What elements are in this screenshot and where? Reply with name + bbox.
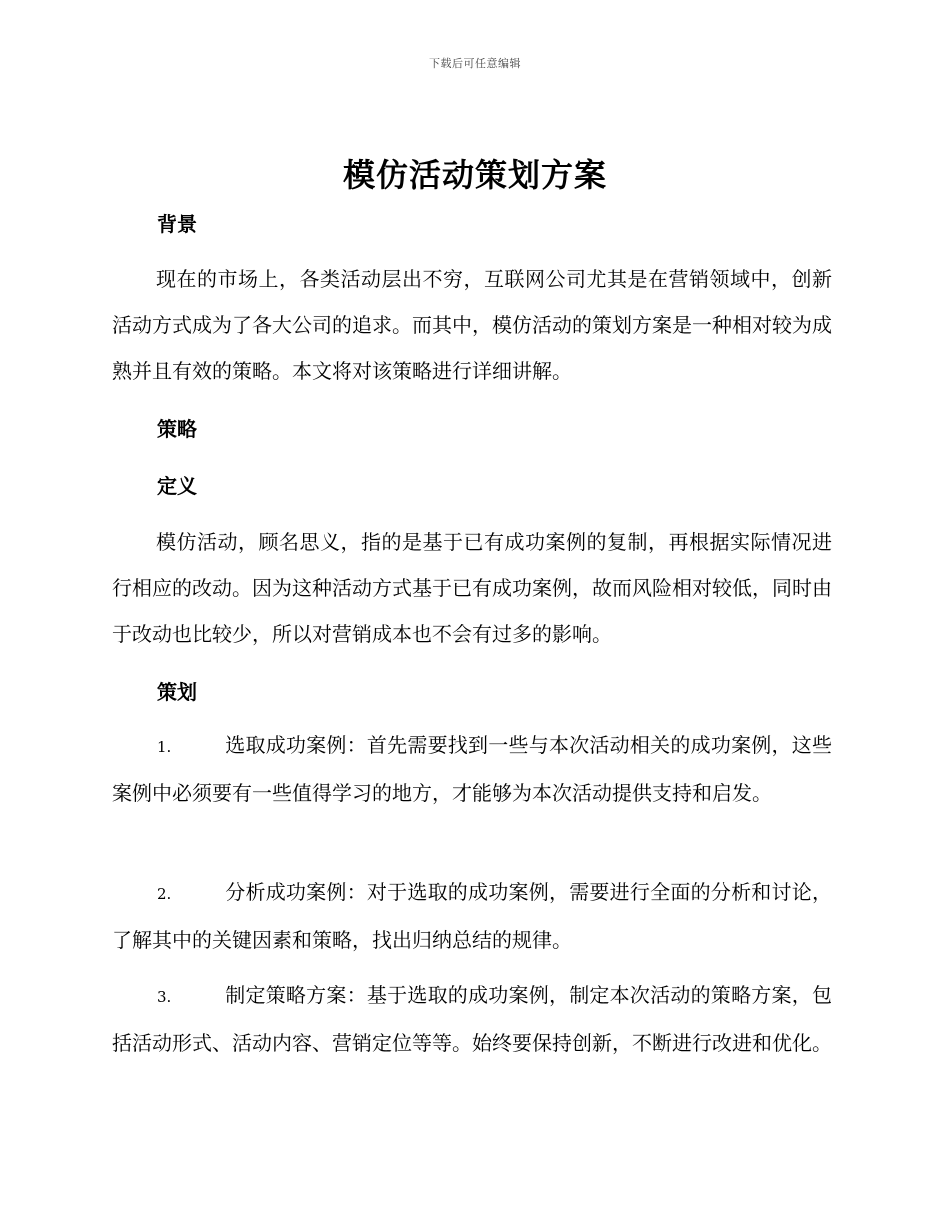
list-item-number: 3. xyxy=(157,988,172,1006)
list-item-text: 制定策略方案：基于选取的成功案例，制定本次活动的策略方案，包括活动形式、活动内容、营销定位等等。始终要保持创新，不断进行改进和优化。 xyxy=(112,983,832,1055)
list-item xyxy=(112,972,832,1066)
list-item-text: 选取成功案例：首先需要找到一些与本次活动相关的成功案例，这些案例中必须要有一些值得学习的地方，才能够为本次活动提供支持和启发。 xyxy=(112,733,832,805)
heading-strategy: 策略 xyxy=(157,417,197,441)
list-item-text: 分析成功案例：对于选取的成功案例，需要进行全面的分析和讨论，了解其中的关键因素和策略，找出归纳总结的规律。 xyxy=(112,880,832,952)
heading-background: 背景 xyxy=(157,212,197,236)
paragraph-definition-text: 模仿活动，顾名思义，指的是基于已有成功案例的复制，再根据实际情况进行相应的改动。因为这种活动方式基于已有成功案例，故而风险相对较低，同时由于改动也比较少，所以对营销成本也不会有过多的影响。 xyxy=(112,530,832,646)
list-item-number: 1. xyxy=(157,738,172,756)
list-item xyxy=(112,869,832,963)
heading-definition: 定义 xyxy=(157,474,197,498)
list-item-number: 2. xyxy=(157,885,172,903)
heading-planning: 策划 xyxy=(157,680,197,704)
document-title: 模仿活动策划方案 xyxy=(342,156,607,194)
paragraph-background xyxy=(112,256,832,394)
list-item xyxy=(112,722,832,816)
paragraph-definition xyxy=(112,519,832,657)
header-note: 下载后可任意编辑 xyxy=(429,57,521,70)
paragraph-background-text: 现在的市场上，各类活动层出不穷，互联网公司尤其是在营销领域中，创新活动方式成为了各大公司的追求。而其中，模仿活动的策划方案是一种相对较为成熟并且有效的策略。本文将对该策略进行详细讲解。 xyxy=(112,267,832,383)
